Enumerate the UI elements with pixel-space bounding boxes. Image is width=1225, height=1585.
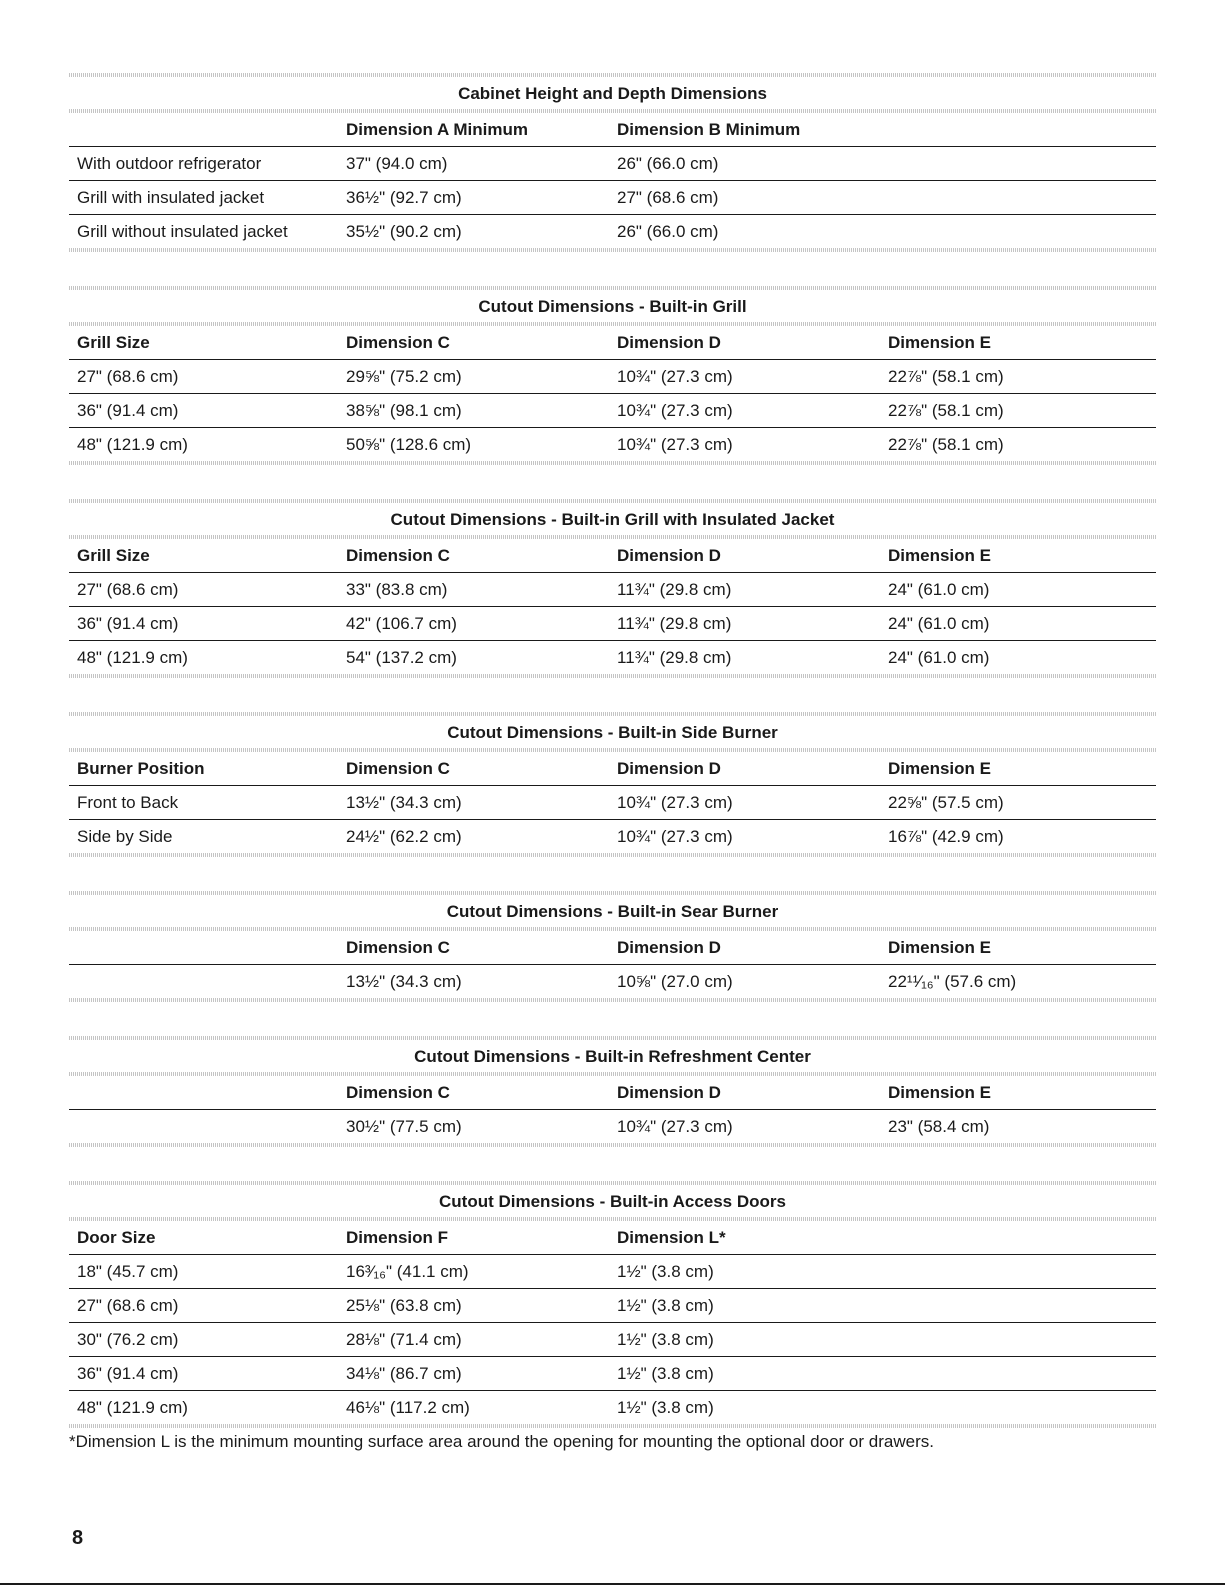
table-rule <box>69 535 1156 539</box>
dimension-table <box>69 1181 1156 1428</box>
table-cell: 36" (91.4 cm) <box>77 614 179 633</box>
table-cell: 10¾" (27.3 cm) <box>617 827 733 846</box>
column-header: Dimension E <box>888 333 991 352</box>
table-header-row <box>69 326 1156 359</box>
table-cell: 29⅝" (75.2 cm) <box>346 367 462 386</box>
table-cell: Grill with insulated jacket <box>77 188 265 207</box>
dimension-table <box>69 1036 1156 1147</box>
column-header: Dimension E <box>888 938 991 957</box>
table-cell: 27" (68.6 cm) <box>617 188 719 207</box>
table-cell: 22⅞" (58.1 cm) <box>888 435 1004 454</box>
table-row <box>69 1322 1156 1356</box>
table-row <box>69 359 1156 393</box>
table-title: Cutout Dimensions - Built-in Access Doors <box>439 1192 786 1211</box>
table-cell: 48" (121.9 cm) <box>77 435 188 454</box>
table-cell: 10¾" (27.3 cm) <box>617 367 733 386</box>
dimension-table <box>69 891 1156 1002</box>
table-row <box>69 180 1156 214</box>
table-rule <box>69 712 1156 716</box>
table-cell: 11¾" (29.8 cm) <box>617 614 732 633</box>
table-cell: 22⅞" (58.1 cm) <box>888 401 1004 420</box>
table-row <box>69 964 1156 998</box>
table-cell: 16⅞" (42.9 cm) <box>888 827 1004 846</box>
table-cell: 33" (83.8 cm) <box>346 580 448 599</box>
table-header-row <box>69 752 1156 785</box>
table-cell: 25⅛" (63.8 cm) <box>346 1296 462 1315</box>
column-header <box>888 113 1156 146</box>
table-cell: 38⅝" (98.1 cm) <box>346 401 462 420</box>
table-rule <box>69 499 1156 503</box>
column-header: Dimension F <box>346 1228 449 1247</box>
table-rule <box>69 461 1156 465</box>
column-header: Dimension C <box>346 759 450 778</box>
table-rule <box>69 853 1156 857</box>
dimension-table <box>69 499 1156 678</box>
table-rule <box>69 1217 1156 1221</box>
table-rule <box>69 73 1156 77</box>
table-header-row <box>69 113 1156 146</box>
table-row <box>69 640 1156 674</box>
table-cell: Grill without insulated jacket <box>77 222 288 241</box>
column-header: Dimension E <box>888 1083 991 1102</box>
table-cell: 34⅛" (86.7 cm) <box>346 1364 462 1383</box>
table-cell: 13½" (34.3 cm) <box>346 793 462 812</box>
table-cell <box>888 181 1156 214</box>
table-cell: 10¾" (27.3 cm) <box>617 435 733 454</box>
table-cell: 27" (68.6 cm) <box>77 367 179 386</box>
table-cell: 26" (66.0 cm) <box>617 222 719 241</box>
table-header-row <box>69 1221 1156 1254</box>
table-cell: 22⅝" (57.5 cm) <box>888 793 1004 812</box>
table-cell: 28⅛" (71.4 cm) <box>346 1330 462 1349</box>
column-header: Dimension C <box>346 333 450 352</box>
table-cell: 37" (94.0 cm) <box>346 154 448 173</box>
table-rule <box>69 1072 1156 1076</box>
table-title: Cutout Dimensions - Built-in Refreshment Center <box>414 1047 811 1066</box>
column-header <box>888 1221 1156 1254</box>
table-cell: 18" (45.7 cm) <box>77 1262 179 1281</box>
table-rule <box>69 286 1156 290</box>
column-header: Dimension C <box>346 938 450 957</box>
table-title: Cabinet Height and Depth Dimensions <box>458 84 767 103</box>
column-header <box>69 113 346 146</box>
table-row <box>69 427 1156 461</box>
table-cell: 30½" (77.5 cm) <box>346 1117 462 1136</box>
table-rule <box>69 674 1156 678</box>
column-header: Dimension B Minimum <box>617 120 801 139</box>
column-header: Dimension D <box>617 1083 721 1102</box>
table-cell: 22⅞" (58.1 cm) <box>888 367 1004 386</box>
table-row <box>69 393 1156 427</box>
dimension-table <box>69 286 1156 465</box>
table-cell: 24" (61.0 cm) <box>888 580 990 599</box>
table-cell: 48" (121.9 cm) <box>77 1398 188 1417</box>
table-cell: 1½" (3.8 cm) <box>617 1398 714 1417</box>
table-row <box>69 1109 1156 1143</box>
column-header: Burner Position <box>77 759 205 778</box>
table-cell: 1½" (3.8 cm) <box>617 1330 714 1349</box>
column-header: Dimension C <box>346 1083 450 1102</box>
table-row <box>69 785 1156 819</box>
table-cell <box>888 147 1156 180</box>
table-row <box>69 1288 1156 1322</box>
table-cell: 1½" (3.8 cm) <box>617 1262 714 1281</box>
table-cell: Side by Side <box>77 827 173 846</box>
column-header <box>69 931 346 964</box>
table-cell: With outdoor refrigerator <box>77 154 262 173</box>
table-row <box>69 1390 1156 1424</box>
table-header-row <box>69 931 1156 964</box>
table-cell: 26" (66.0 cm) <box>617 154 719 173</box>
table-cell: 11¾" (29.8 cm) <box>617 648 732 667</box>
table-cell: 54" (137.2 cm) <box>346 648 457 667</box>
table-row <box>69 819 1156 853</box>
column-header: Dimension E <box>888 759 991 778</box>
table-cell: 24" (61.0 cm) <box>888 614 990 633</box>
table-cell: 24½" (62.2 cm) <box>346 827 462 846</box>
table-title: Cutout Dimensions - Built-in Grill with Insulated Jacket <box>390 510 835 529</box>
table-rule <box>69 748 1156 752</box>
table-cell: 50⅝" (128.6 cm) <box>346 435 472 454</box>
table-cell <box>888 1391 1156 1424</box>
table-title: Cutout Dimensions - Built-in Sear Burner <box>446 902 779 921</box>
table-cell <box>888 215 1156 248</box>
table-cell: 24" (61.0 cm) <box>888 648 990 667</box>
table-cell: Front to Back <box>77 793 179 812</box>
table-cell: 30" (76.2 cm) <box>77 1330 179 1349</box>
table-row <box>69 572 1156 606</box>
table-row <box>69 1356 1156 1390</box>
table-cell <box>888 1255 1156 1288</box>
footnote: *Dimension L is the minimum mounting surface area around the opening for mounting the optional door or drawers. <box>69 1432 934 1451</box>
table-row <box>69 214 1156 248</box>
table-row <box>69 146 1156 180</box>
column-header: Door Size <box>77 1228 156 1247</box>
table-cell: 10¾" (27.3 cm) <box>617 793 733 812</box>
page-number: 8 <box>72 1527 84 1549</box>
table-cell: 36½" (92.7 cm) <box>346 188 462 207</box>
table-row <box>69 1254 1156 1288</box>
table-cell: 13½" (34.3 cm) <box>346 972 462 991</box>
column-header: Dimension L* <box>617 1228 726 1247</box>
table-rule <box>69 1181 1156 1185</box>
dimension-table <box>69 712 1156 857</box>
table-rule <box>69 927 1156 931</box>
table-cell: 1½" (3.8 cm) <box>617 1364 714 1383</box>
table-rule <box>69 891 1156 895</box>
table-cell <box>888 1323 1156 1356</box>
table-cell <box>69 965 346 998</box>
column-header <box>69 1076 346 1109</box>
table-cell: 27" (68.6 cm) <box>77 1296 179 1315</box>
column-header: Grill Size <box>77 333 150 352</box>
table-row <box>69 606 1156 640</box>
table-header-row <box>69 1076 1156 1109</box>
table-rule <box>69 109 1156 113</box>
table-rule <box>69 1143 1156 1147</box>
table-cell: 36" (91.4 cm) <box>77 401 179 420</box>
table-cell: 1½" (3.8 cm) <box>617 1296 714 1315</box>
table-cell: 46⅛" (117.2 cm) <box>346 1398 470 1417</box>
dimension-tables <box>69 73 1156 1428</box>
column-header: Dimension C <box>346 546 450 565</box>
table-cell: 10¾" (27.3 cm) <box>617 1117 733 1136</box>
table-rule <box>69 998 1156 1002</box>
column-header: Dimension D <box>617 759 721 778</box>
table-cell: 23" (58.4 cm) <box>888 1117 990 1136</box>
table-cell: 11¾" (29.8 cm) <box>617 580 732 599</box>
table-cell: 42" (106.7 cm) <box>346 614 457 633</box>
column-header: Grill Size <box>77 546 150 565</box>
table-cell: 10⅝" (27.0 cm) <box>617 972 733 991</box>
table-cell <box>888 1289 1156 1322</box>
table-cell: 10¾" (27.3 cm) <box>617 401 733 420</box>
table-cell: 16³⁄₁₆" (41.1 cm) <box>346 1262 469 1281</box>
table-header-row <box>69 539 1156 572</box>
dimension-table <box>69 73 1156 252</box>
table-cell: 48" (121.9 cm) <box>77 648 188 667</box>
table-cell: 35½" (90.2 cm) <box>346 222 462 241</box>
table-rule <box>69 1424 1156 1428</box>
column-header: Dimension D <box>617 546 721 565</box>
table-title: Cutout Dimensions - Built-in Side Burner <box>447 723 778 742</box>
table-rule <box>69 1036 1156 1040</box>
table-cell: 27" (68.6 cm) <box>77 580 179 599</box>
table-cell <box>69 1110 346 1143</box>
table-cell <box>888 1357 1156 1390</box>
table-title: Cutout Dimensions - Built-in Grill <box>478 297 747 316</box>
table-cell: 22¹¹⁄₁₆" (57.6 cm) <box>888 972 1017 991</box>
column-header: Dimension A Minimum <box>346 120 528 139</box>
column-header: Dimension D <box>617 333 721 352</box>
document-content <box>69 73 1156 1452</box>
column-header: Dimension E <box>888 546 991 565</box>
column-header: Dimension D <box>617 938 721 957</box>
table-rule <box>69 322 1156 326</box>
table-cell: 36" (91.4 cm) <box>77 1364 179 1383</box>
table-rule <box>69 248 1156 252</box>
